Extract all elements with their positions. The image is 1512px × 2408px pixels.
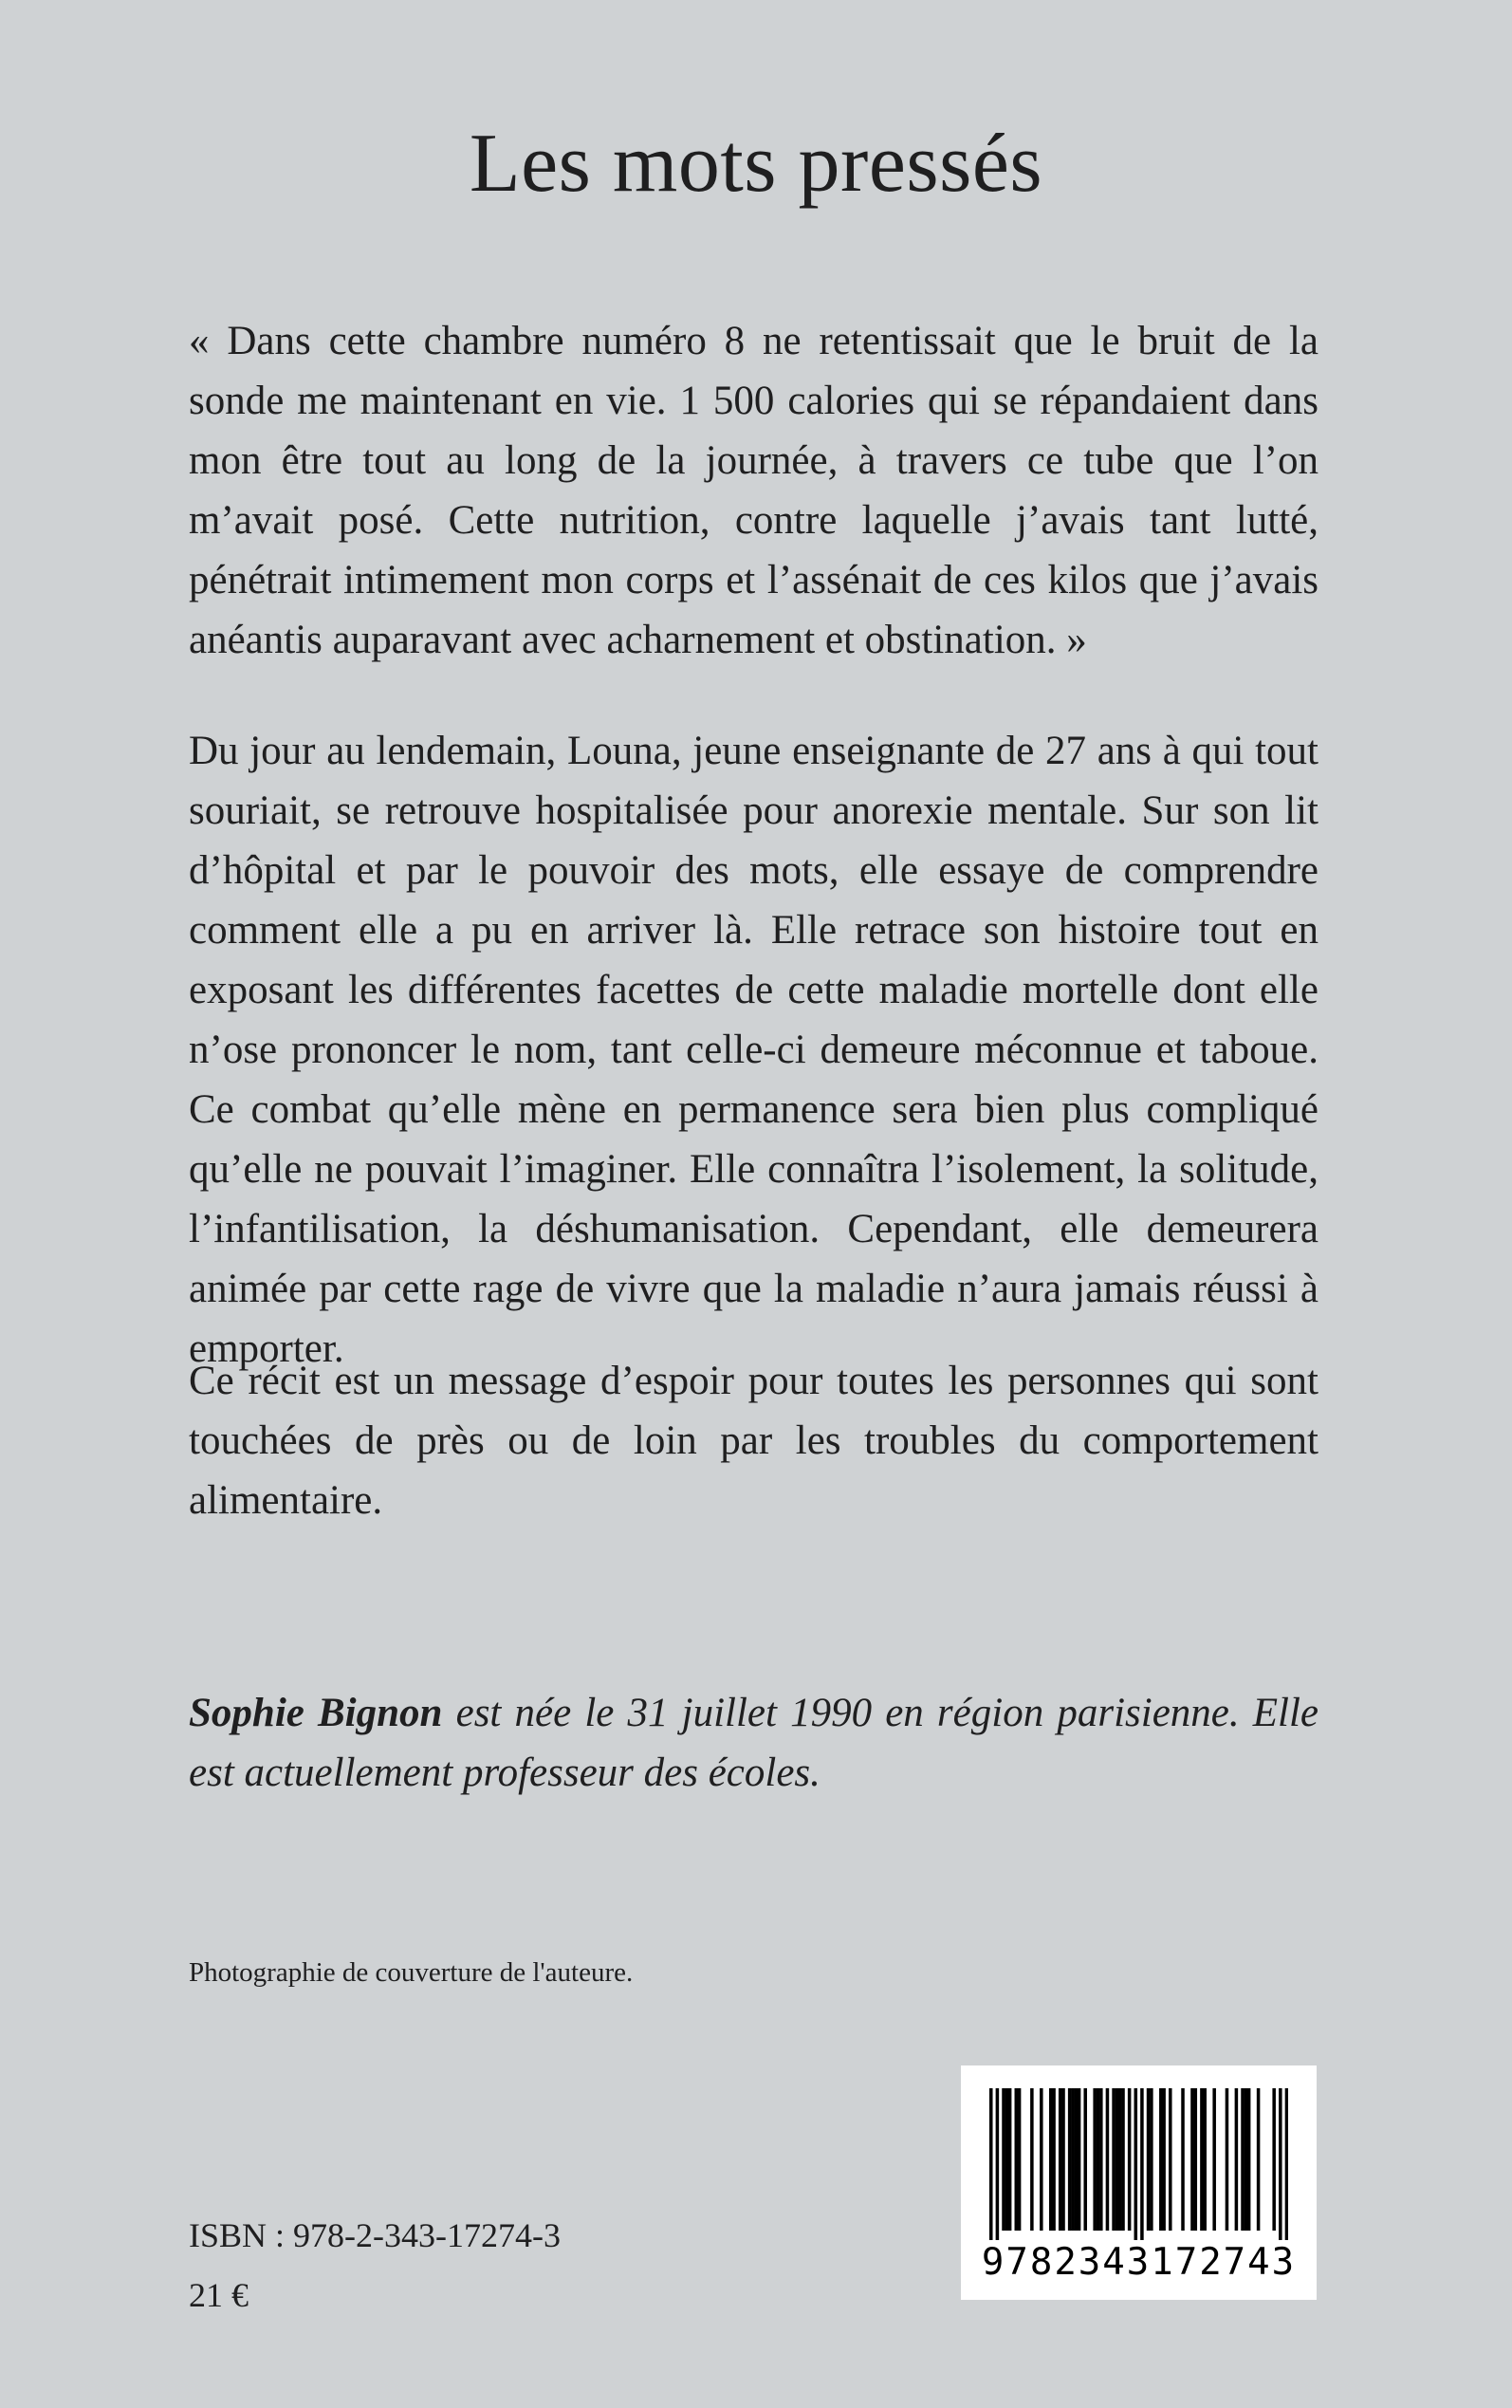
barcode-bar [1134,2088,1138,2240]
book-title: Les mots pressés [469,118,1043,210]
barcode-bar [1247,2088,1251,2231]
barcode-bar [1272,2088,1276,2231]
barcode [961,2065,1317,2300]
barcode-bar [1181,2088,1185,2231]
barcode-bars [989,2088,1288,2240]
author-bio-text: est née le 31 juillet 1990 en région parisienne. Elle est actuellement professeur des écoles. [189,1691,1318,1795]
barcode-bar [1200,2088,1204,2231]
barcode-bar [1203,2088,1207,2231]
barcode-bar [1008,2088,1012,2231]
barcode-bar [1106,2088,1110,2231]
author-name: Sophie Bignon [189,1691,443,1735]
barcode-bar [1118,2088,1122,2231]
barcode-bar [1285,2088,1288,2240]
barcode-bar [1015,2088,1019,2231]
price-label: 21 € [189,2276,249,2314]
barcode-bar [1116,2088,1119,2231]
barcode-bar [1162,2088,1166,2231]
barcode-bar [1075,2088,1079,2231]
barcode-bar [1140,2088,1144,2240]
book-summary: Du jour au lendemain, Louna, jeune enseignante de 27 ans à qui tout souriait, se retrouve hospitalisée pour anorexie mentale. Sur son lit d’hôpital et par le pouvoir des mots, elle essaye de comprendre comment elle a pu en arriver là. Elle retrace son histoire tout en exposant les différentes facettes de cette maladie mortelle dont elle n’ose prononcer le nom, tant celle-ci demeure méconnue et taboue. Ce combat qu’elle mène en permanence sera bien plus compliqué qu’elle ne pouvait l’imaginer. Elle connaîtra l’isolement, la solitude, l’infantilisation, la déshumanisation. Cependant, elle demeurera animée par cette rage de vivre que la maladie n’aura jamais réussi à emporter. [189,729,1318,1371]
photo-credit: Photographie de couverture de l'auteure. [189,1957,634,1988]
barcode-bar [1061,2088,1065,2231]
barcode-bar [1071,2088,1075,2231]
barcode-bar [1169,2088,1172,2231]
barcode-bar [1097,2088,1100,2231]
barcode-bar [1190,2088,1194,2231]
barcode-digits: 9782343172743 [981,2241,1297,2284]
barcode-bar [1083,2088,1087,2231]
barcode-bar [1121,2088,1125,2231]
barcode-bar [1005,2088,1009,2231]
barcode-bar [1049,2088,1053,2231]
barcode-bar [1002,2088,1005,2231]
barcode-bar [1018,2088,1022,2231]
excerpt-quote: « Dans cette chambre numéro 8 ne retentissait que le bruit de la sonde me maintenant en vie. 1 500 calories qui se répandaient dans mon être tout au long de la journée, à travers ce tube que l’on m’avait posé. Cette nutrition, contre laquelle j’avais tant lutté, pénétrait intimement mon corps et l’assénait de ces kilos que j’avais anéantis auparavant avec acharnement et obstination. » [189,319,1318,662]
barcode-bar [996,2088,1000,2240]
barcode-bar [1194,2088,1198,2231]
barcode-bar [1235,2088,1239,2231]
barcode-bar [1257,2088,1261,2231]
barcode-bar [1128,2088,1132,2231]
barcode-bar [1093,2088,1097,2231]
barcode-bar [1052,2088,1056,2231]
barcode-bar [1040,2088,1043,2231]
barcode-bar [1112,2088,1116,2231]
barcode-bar [1241,2088,1245,2231]
barcode-bar [1212,2088,1216,2231]
isbn-label: ISBN : 978-2-343-17274-3 [189,2216,561,2254]
barcode-bar [1159,2088,1163,2231]
barcode-bar [1030,2088,1034,2231]
barcode-bar [1059,2088,1062,2231]
barcode-bar [1150,2088,1153,2231]
barcode-bar [1068,2088,1072,2231]
author-bio [189,1683,1318,1803]
barcode-bar [1099,2088,1103,2231]
barcode-bar [1226,2088,1229,2231]
barcode-bar [1245,2088,1248,2231]
barcode-bar [1147,2088,1151,2231]
barcode-bar [989,2088,993,2240]
barcode-bar [1078,2088,1081,2231]
book-message: Ce récit est un message d’espoir pour toutes les personnes qui sont touchées de près ou de loin par les troubles du comportement alimentaire. [189,1359,1318,1523]
barcode-bar [1279,2088,1282,2240]
